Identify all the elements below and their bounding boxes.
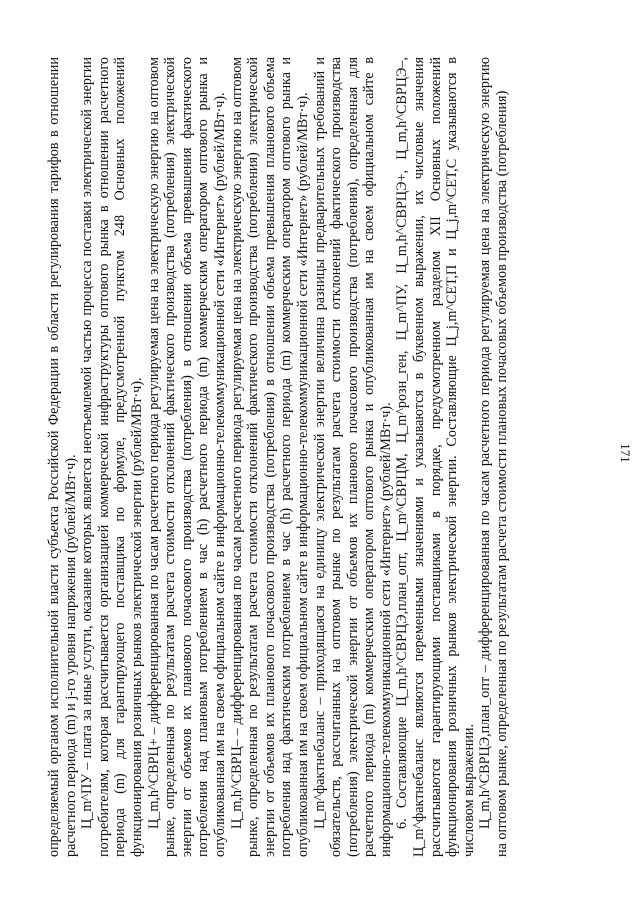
paragraph: определяемый органом исполнительной власти субъекта Российской Федерации в области регулирования тарифов в отношении расчетного периода (m) и j-го уровня напряжения (рублей/МВт·ч). [46, 57, 79, 857]
paragraph: Ц_m,h^СВРЦЭ,план_опт – дифференцированная по часам расчетного периода регулируемая цена на электрическую энергию на оптовом рынке, определенная по результатам расчета стоимости плановых почасовых объемов производства (потребления) [477, 57, 511, 857]
rotated-text-block [46, 47, 594, 857]
paragraph: Ц_m,h^СВРЦ– – дифференцированная по часам расчетного периода регулируемая цена на электрическую энергию на оптовом рынке, определенная по результатам расчета стоимости отклонений фактического производства (потребления) электрической энергии от объемов их планового почасового производства (потребления) в отношении объема превышения планового объема потребления над фактическим потреблением в час (h) расчетного периода (m) коммерческим оператором оптового рынка и опубликованная им на своем официальном сайте в информационно-телекоммуникационной сети «Интернет» (рублей/МВт·ч). [228, 57, 311, 857]
paragraph: Ц_m^ПУ – плата за иные услуги, оказание которых является неотъемлемой частью процесса поставки электрической энергии потребителям, которая рассчитывается организацией коммерческой инфраструктуры оптового рынка в отношении расчетного периода (m) для гарантирующего поставщика по формуле, предусмотренной пунктом 248 Основных положений функционирования розничных рынков электрической энергии (рублей/МВт·ч). [79, 57, 145, 857]
paragraph: Ц_m^фактнебаланс – приходящаяся на единицу электрической энергии величина разницы предварительных требований и обязательств, рассчитанных на оптовом рынке по результатам расчета стоимости отклонений фактического производства (потребления) электрической энергии от объемов их планового почасового производства (потребления), определенная для расчетного периода (m) коммерческим оператором оптового рынка и опубликованная им на своем официальном сайте в информационно-телекоммуникационной сети «Интернет» (рублей/МВт·ч). [311, 57, 394, 857]
paragraph: 6. Составляющие Ц_m,h^СВРЦЭ,план_опт, Ц_m^СВРЦМ, Ц_m^розн_ген, Ц_m^ПУ, Ц_m,h^СВРЦЭ+, Ц_m,h^СВРЦЭ–, Ц_m^фактнебаланс являются переменными значениями и указываются в буквенном выражении, их числовые значения рассчитываются гарантирующими поставщиками в порядке, предусмотренном разделом XII Основных положений функционирования розничных рынков электрической энергии. Составляющие Ц_j,m^СЕТ,П и Ц_j,m^СЕТ,С указываются в числовом выражении. [394, 57, 477, 857]
text-column [46, 57, 594, 857]
paragraph: Ц_m,h^СВРЦ+ – дифференцированная по часам расчетного периода регулируемая цена на электрическую энергию на оптовом рынке, определенная по результатам расчета стоимости отклонений фактического производства (потребления) электрической энергии от объемов их планового почасового производства (потребления) в отношении объема превышения фактического потребления над плановым потреблением в час (h) расчетного периода (m) коммерческим оператором оптового рынка и опубликованная им на своем официальном сайте в информационно-телекоммуникационной сети «Интернет» (рублей/МВт·ч). [145, 57, 228, 857]
page-number: 171 [617, 442, 633, 463]
